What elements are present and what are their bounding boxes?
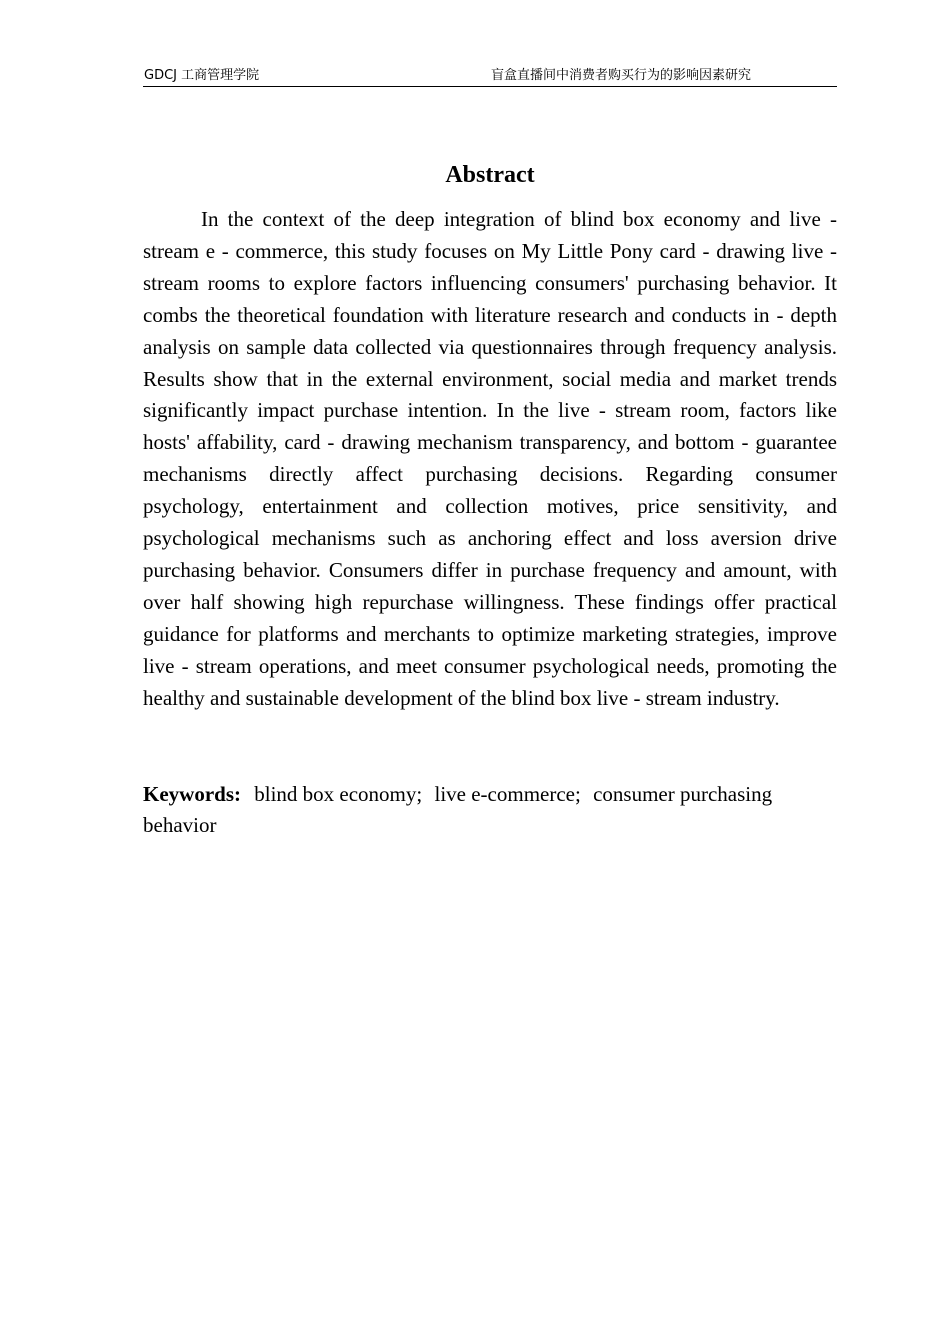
- keyword-item: live e-commerce;: [434, 782, 581, 806]
- abstract-body: In the context of the deep integration of blind box economy and live - stream e - commerce, this study focuses on My Little Pony card - drawing live - stream rooms to explore factors influencing consumers' purchasing behavior. It combs the theoretical foundation with literature research and conducts in - depth analysis on sample data collected via questionnaires through frequency analysis. Results show that in the external environment, social media and market trends significantly impact purchase intention. In the live - stream room, factors like hosts' affability, card - drawing mechanism transparency, and bottom - guarantee mechanisms directly affect purchasing decisions. Regarding consumer psychology, entertainment and collection motives, price sensitivity, and psychological mechanisms such as anchoring effect and loss aversion drive purchasing behavior. Consumers differ in purchase frequency and amount, with over half showing high repurchase willingness. These findings offer practical guidance for platforms and merchants to optimize marketing strategies, improve live - stream operations, and meet consumer psychological needs, promoting the healthy and sustainable development of the blind box live - stream industry.: [143, 207, 837, 710]
- keywords-label: Keywords:: [143, 782, 241, 806]
- keywords: [143, 779, 837, 841]
- header-thesis-title: 盲盒直播间中消费者购买行为的影响因素研究: [491, 68, 752, 83]
- abstract-title: Abstract: [445, 162, 535, 188]
- header-institution: GDCJ 工商管理学院: [144, 68, 260, 83]
- keyword-item: blind box economy;: [254, 782, 423, 806]
- page-header: [143, 67, 837, 87]
- keyword-item: consumer purchasing behavior: [143, 782, 773, 837]
